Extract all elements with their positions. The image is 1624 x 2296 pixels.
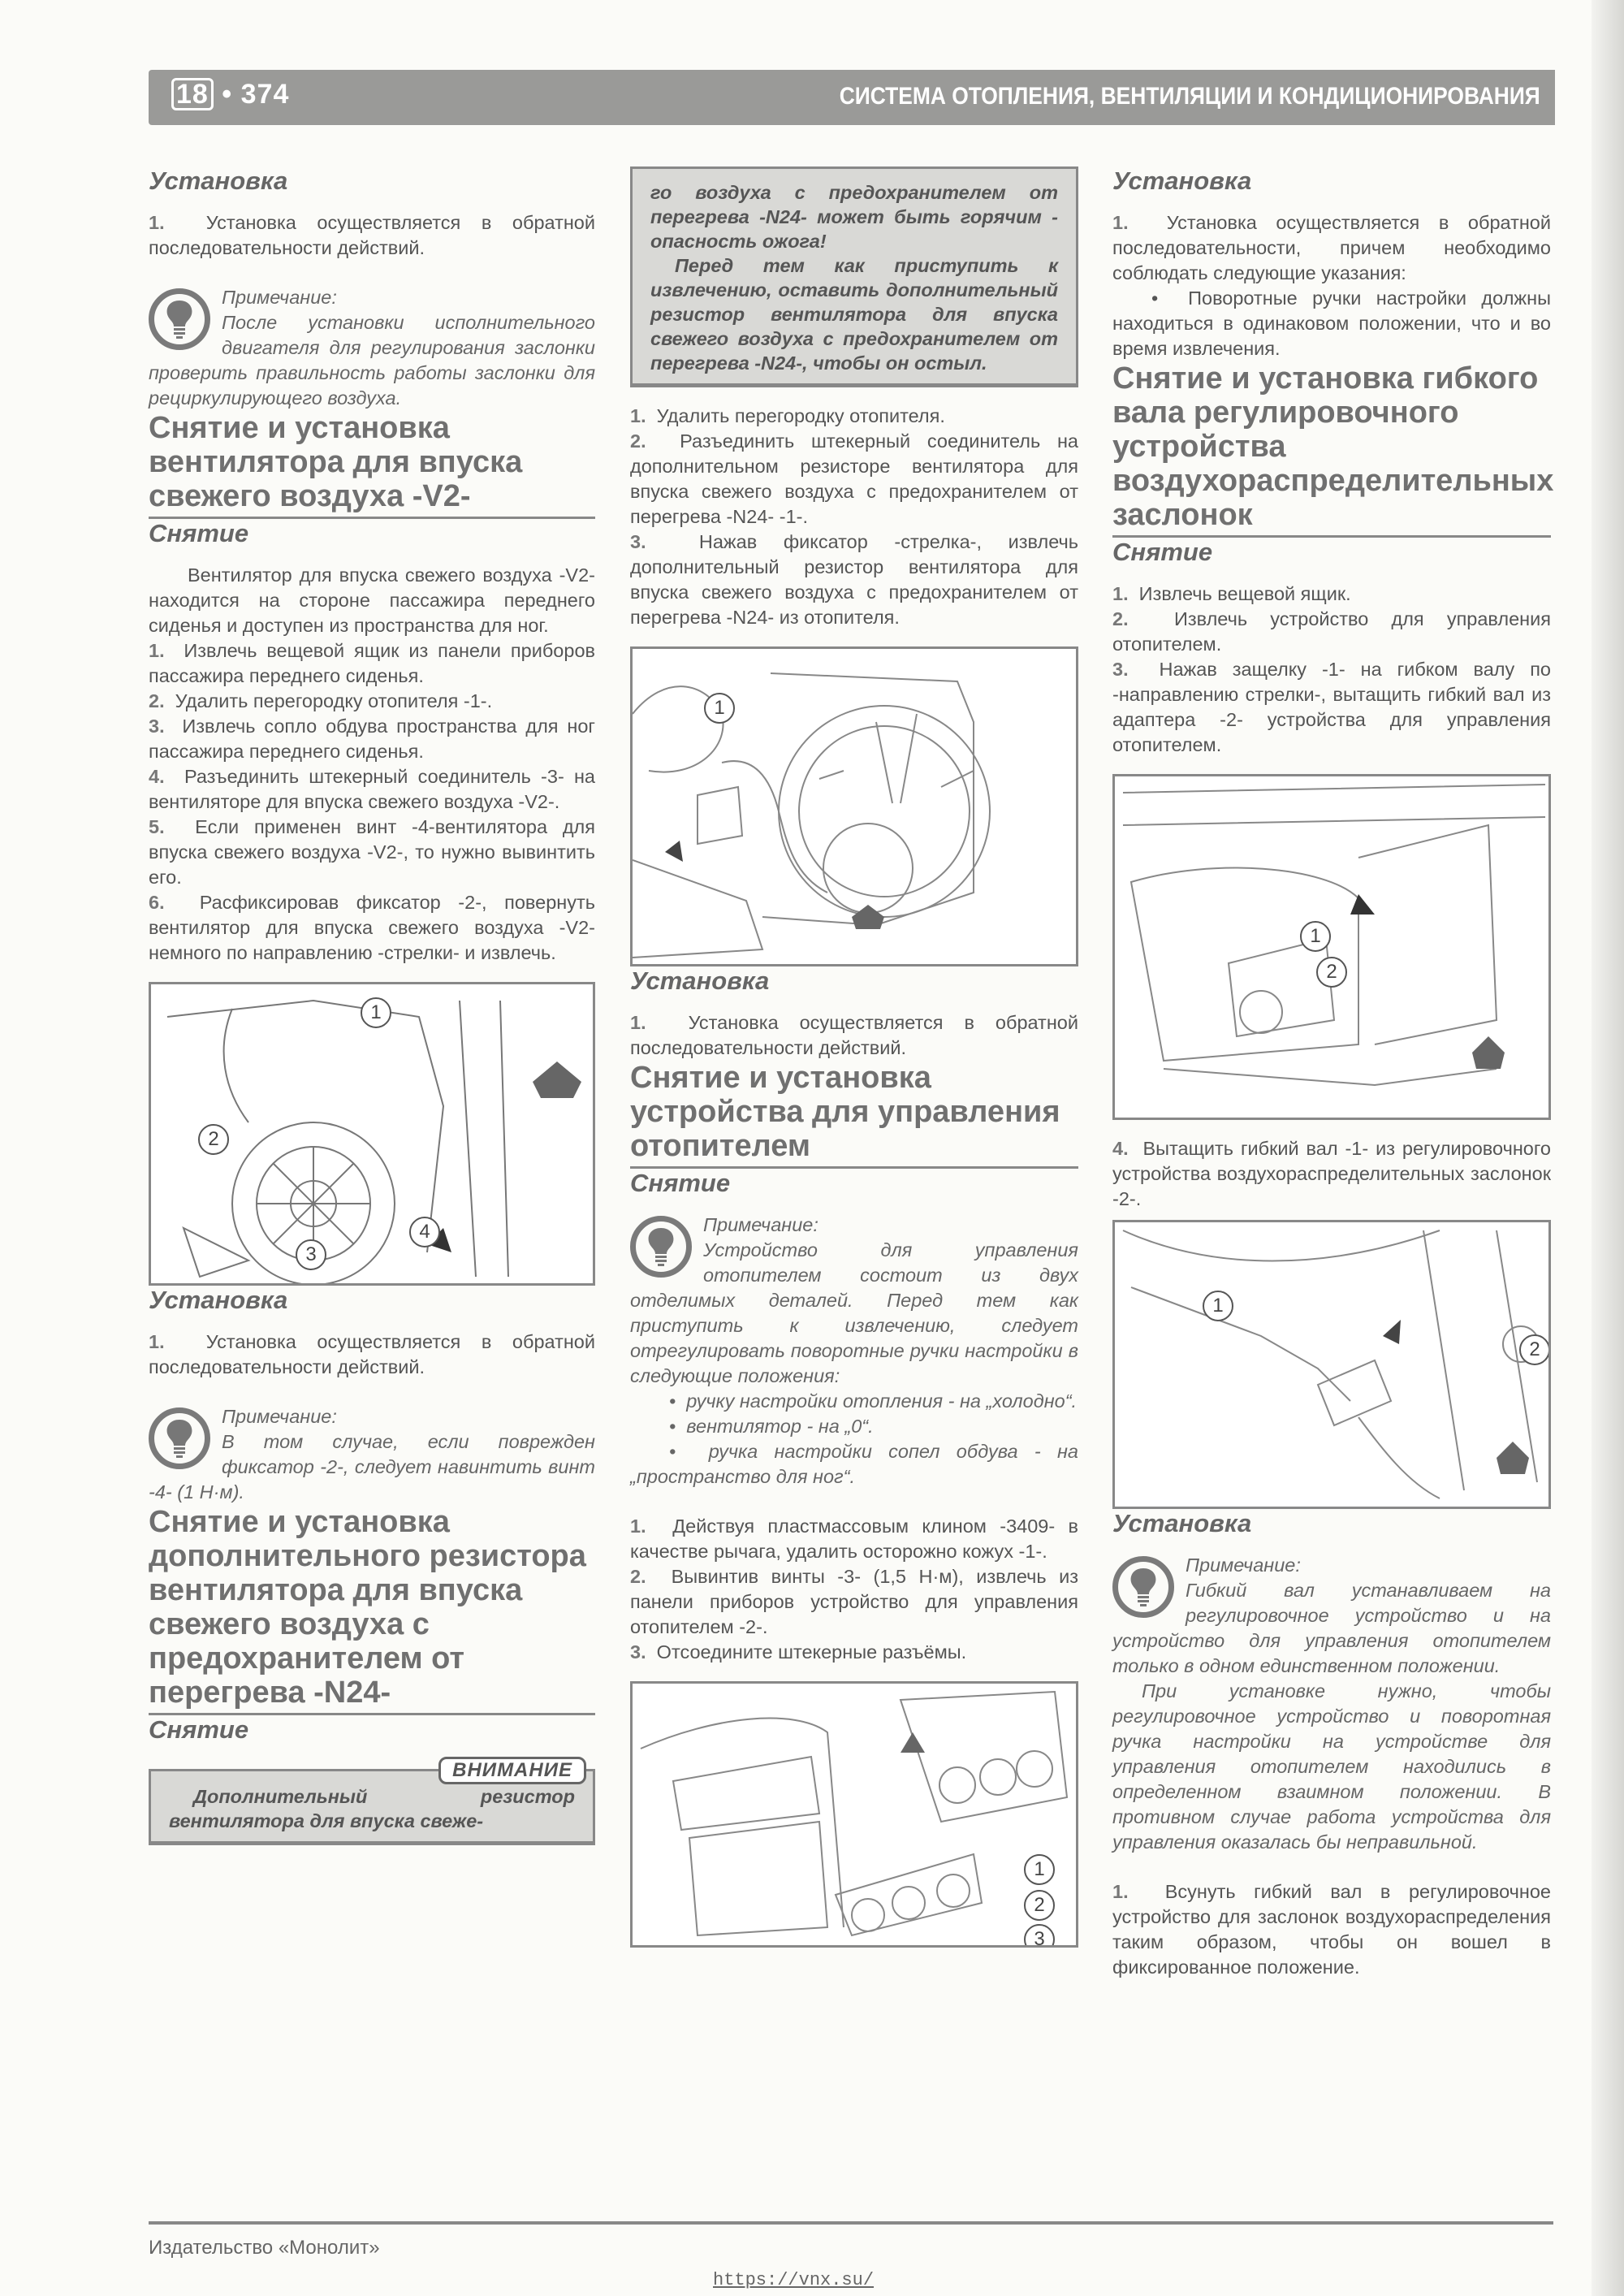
step: 6. Расфиксировав фиксатор -2-, повернуть вентилятор для впуска свежего воздуха -V2- немного по направлению -стрелки- и извлечь. <box>149 892 596 963</box>
lightbulb-icon <box>149 288 210 350</box>
step: 1. Установка осуществляется в обратной последовательности действий. <box>149 212 596 258</box>
note-text: Гибкий вал устанавливаем на регулировочное устройство и на устройство для управления отопителем только в одном единственном положении. <box>1112 1580 1551 1676</box>
step: 1. Удалить перегородку отопителя. <box>630 405 945 426</box>
note-block <box>149 285 595 411</box>
warning-box-continued <box>630 166 1078 387</box>
step: 2. Разъединить штекерный соединитель на дополнительном резисторе вентилятора для впуска свежего воздуха с предохранителем от перегрева -N24- -1-. <box>630 430 1079 527</box>
column-middle <box>630 166 1078 1948</box>
figure-resistor-n24 <box>630 646 1078 966</box>
step: 1. Установка осуществляется в обратной последовательности, причем необходимо соблюдать следующие указания: <box>1112 212 1552 283</box>
subheading-install: Установка <box>1112 166 1252 195</box>
column-left <box>149 166 595 1845</box>
footer-url-link[interactable]: https://vnx.su/ <box>713 2270 875 2290</box>
chapter-page-indicator: 18 • 374 <box>171 78 289 110</box>
callout-2: 2 <box>1024 1890 1055 1921</box>
step: 3. Извлечь сопло обдува пространства для ног пассажира переднего сиденья. <box>149 716 596 762</box>
warning-text: го воздуха с предохранителем от перегрева -N24- может быть горячим - опасность ожога! <box>650 182 1058 252</box>
callout-3: 3 <box>296 1239 326 1270</box>
note-label: Примечание: <box>1186 1554 1301 1576</box>
page-header <box>149 70 1555 125</box>
step: 1. Извлечь вещевой ящик. <box>1112 583 1351 604</box>
note-label: Примечание: <box>222 287 337 308</box>
lightbulb-icon <box>630 1216 692 1278</box>
subheading-install: Установка <box>630 966 770 995</box>
warning-text: Перед тем как приступить к извлечению, оставить дополнительный резистор вентилятора для впуска свежего воздуха с предохранителем от перегрева -N24-, чтобы он остыл. <box>650 255 1058 374</box>
note-text: Устройство для управления отопителем состоит из двух отделимых деталей. Перед тем как приступить к извлечению, следует отрегулировать поворотные ручки настройки в следующие положения: <box>630 1239 1078 1386</box>
callout-2: 2 <box>1316 957 1347 988</box>
note-text: После установки исполнительного двигателя для регулирования заслонки проверить правильность работы заслонки для рециркулирующего воздуха. <box>149 312 595 409</box>
note-label: Примечание: <box>703 1214 818 1235</box>
note-block <box>630 1213 1078 1490</box>
step: 2. Извлечь устройство для управления отопителем. <box>1112 608 1551 655</box>
dashboard-illustration <box>633 1684 1078 1945</box>
note-block <box>1112 1553 1551 1855</box>
section-title-flexible-shaft: Снятие и установка гибкого вала регулировочного устройства воздухораспределительных заслонок <box>1112 361 1551 538</box>
section-title-n24: Снятие и установка дополнительного резистора вентилятора для впуска свежего воздуха с предохранителем от перегрева -N24- <box>149 1505 595 1715</box>
step: 2. Вывинтив винты -3- (1,5 Н·м), извлечь из панели приборов устройство для управления отопителем -2-. <box>630 1566 1078 1637</box>
note-bullet: • вентилятор - на „0“. <box>669 1416 874 1437</box>
page-number: 374 <box>240 79 290 110</box>
warning-box <box>149 1759 595 1845</box>
callout-2: 2 <box>1519 1334 1550 1365</box>
note-bullet: • ручка настройки сопел обдува - на „пространство для ног“. <box>630 1441 1078 1487</box>
subheading-removal: Снятие <box>1112 538 1213 566</box>
step: 1. Установка осуществляется в обратной последовательности действий. <box>149 1331 596 1377</box>
note-block <box>149 1404 595 1505</box>
chapter-number: 18 <box>171 78 214 110</box>
step: 1. Всунуть гибкий вал в регулировочное устройство для заслонок воздухораспределения таким образом, чтобы он вошел в фиксированное положение. <box>1112 1881 1552 1978</box>
heater-unit-illustration <box>633 649 1078 964</box>
figure-shaft-removal <box>1112 1220 1551 1509</box>
subheading-removal: Снятие <box>149 519 249 547</box>
subheading-removal: Снятие <box>149 1715 249 1744</box>
footer-divider <box>149 2221 1553 2225</box>
section-title-v2: Снятие и установка вентилятора для впуска свежего воздуха -V2- <box>149 411 595 519</box>
subheading-install: Установка <box>1112 1509 1252 1537</box>
figure-heater-control <box>630 1681 1078 1948</box>
step: 1. Извлечь вещевой ящик из панели приборов пассажира переднего сиденья. <box>149 640 596 686</box>
step: 1. Действуя пластмассовым клином -3409- в качестве рычага, удалить осторожно кожух -1-. <box>630 1516 1078 1562</box>
step: 2. Удалить перегородку отопителя -1-. <box>149 690 493 711</box>
callout-2: 2 <box>198 1124 229 1155</box>
subheading-removal: Снятие <box>630 1169 731 1197</box>
page-edge-shadow <box>1592 0 1624 2296</box>
lightbulb-icon <box>1112 1556 1174 1618</box>
section-title-heater-control: Снятие и установка устройства для управления отопителем <box>630 1061 1078 1169</box>
callout-1: 1 <box>1203 1291 1233 1321</box>
chapter-title: СИСТЕМА ОТОПЛЕНИЯ, ВЕНТИЛЯЦИИ И КОНДИЦИОНИРОВАНИЯ <box>839 83 1540 110</box>
publisher-name: Издательство «Монолит» <box>149 2237 380 2259</box>
callout-1: 1 <box>361 997 391 1028</box>
step: 3. Нажав фиксатор -стрелка-, извлечь дополнительный резистор вентилятора для впуска свежего воздуха с предохранителем от перегрева -N24- из отопителя. <box>630 531 1078 628</box>
callout-1: 1 <box>1024 1854 1055 1885</box>
figure-fan-v2 <box>149 982 595 1286</box>
callout-4: 4 <box>409 1217 440 1247</box>
step: 5. Если применен винт -4-вентилятора для впуска свежего воздуха -V2-, то нужно вывинтить его. <box>149 816 595 888</box>
shaft-removal-illustration <box>1115 1222 1551 1507</box>
subheading-install: Установка <box>149 166 288 195</box>
note-text: При установке нужно, чтобы регулировочное устройство и поворотная ручка настройки на устройстве для управления отопителем находились в определенном взаимном положении. В противном случае работа устройства для управления оказалась бы неправильной. <box>1112 1680 1551 1853</box>
step: 4. Вытащить гибкий вал -1- из регулировочного устройства воздухораспределительных заслонок -2-. <box>1112 1138 1552 1209</box>
note-bullet: • ручку настройки отопления - на „холодно“. <box>669 1390 1078 1412</box>
subheading-install: Установка <box>149 1286 288 1314</box>
lightbulb-icon <box>149 1407 210 1469</box>
intro-paragraph: Вентилятор для впуска свежего воздуха -V2- находится на стороне пассажира переднего сиденья и доступен из пространства для ног. <box>149 564 595 636</box>
step: 3. Отсоедините штекерные разъёмы. <box>630 1641 967 1663</box>
callout-1: 1 <box>704 693 735 724</box>
step: 4. Разъединить штекерный соединитель -3- на вентиляторе для впуска свежего воздуха -V2-. <box>149 766 596 812</box>
figure-shaft-latch <box>1112 774 1551 1120</box>
column-right <box>1112 166 1554 1980</box>
step: 1. Установка осуществляется в обратной последовательности действий. <box>630 1012 1078 1058</box>
callout-1: 1 <box>1300 921 1331 952</box>
bullet-item: • Поворотные ручки настройки должны находиться в одинаковом положении, что и во время извлечения. <box>1112 288 1551 359</box>
shaft-latch-illustration <box>1115 776 1551 1118</box>
warning-tag: ВНИМАНИЕ <box>438 1757 586 1784</box>
note-text: В том случае, если поврежден фиксатор -2-, следует навинтить винт -4- (1 Н·м). <box>149 1431 595 1503</box>
note-label: Примечание: <box>222 1406 337 1427</box>
callout-3: 3 <box>1024 1924 1055 1948</box>
step: 3. Нажав защелку -1- на гибком валу по -направлению стрелки-, вытащить гибкий вал из адаптера -2- устройства для управления отопителем. <box>1112 659 1551 755</box>
warning-text: Дополнительный резистор вентилятора для впуска свеже- <box>169 1786 575 1831</box>
